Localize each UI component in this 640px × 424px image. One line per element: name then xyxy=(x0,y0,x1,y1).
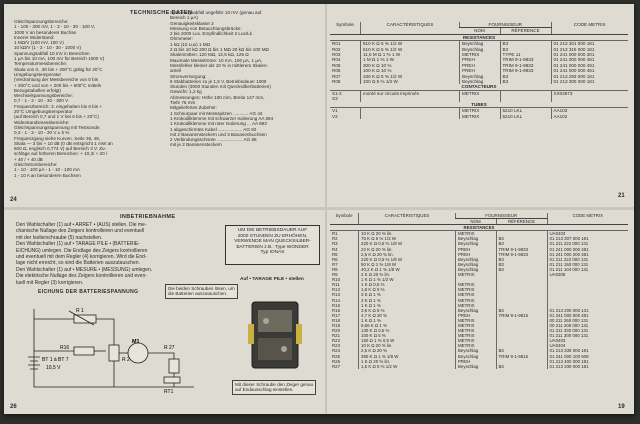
spec-line: 1 - 10 A an besonderen Buchsen xyxy=(14,172,81,178)
cell-code: 01 213 339 000 181 xyxy=(547,364,628,369)
cell-code: 01 213 293 000 181 xyxy=(551,74,628,79)
cell-ref: TRIM 9-1-9833 xyxy=(500,68,551,73)
cell-sym: R18 xyxy=(332,317,341,323)
cell-ref: B3 xyxy=(500,74,551,79)
circuit-label-r16: R16 xyxy=(60,345,70,351)
cell-nom: Beyschlag xyxy=(460,47,501,52)
spec-line: (Verdrahtung der Messbereiche von 0 bis xyxy=(14,77,99,83)
cell-sym: V2 xyxy=(332,113,338,119)
cell-ref: B3 xyxy=(496,262,547,267)
cell-code: 01 213 315 000 181 xyxy=(551,47,628,52)
cell-nom: Beyschlag xyxy=(456,348,497,353)
cell-code: 00 211 206 000 131 xyxy=(547,323,628,328)
spec-line: Spannungsabfall 10 mV in Bereichen xyxy=(14,50,90,56)
circuit-label-voltage: 10,5 V xyxy=(46,365,61,371)
cell-sym: R20 xyxy=(332,328,341,334)
spec-line: 1 Krokodilklemme mit schwarzer Isolierung AA 894 xyxy=(170,115,274,121)
note-line: 2000 STUNDEN ZU ERHÖHEN, xyxy=(237,233,308,239)
instruction-line: lage nicht erreicht, so sind die Batterien auszutauschen. xyxy=(16,260,140,267)
cell-ref: 5210 LKL xyxy=(500,108,551,114)
cell-car: 3,9 K Ω 5 % xyxy=(359,308,456,313)
cell-car: monté sur circuits imprimés xyxy=(361,90,460,96)
cell-sym: R02 xyxy=(332,46,341,52)
cell-ref: TRIM 9-1-9833 xyxy=(500,57,551,62)
cell-sym: R26 xyxy=(332,358,341,364)
photo-label: Auf • TARAGE PILE • stellen xyxy=(240,277,304,282)
cell-ref: B3 xyxy=(496,348,547,353)
cell-car: 1 K Ω 1 % 1/2 W xyxy=(359,277,456,282)
cell-sym: R15 xyxy=(332,302,341,308)
cell-sym: R17 xyxy=(332,312,341,318)
cell-sym: R24 xyxy=(332,348,341,354)
cell-nom: METRIX xyxy=(456,287,497,292)
col-nom: NOM xyxy=(456,219,497,225)
cell-code: UA0305 xyxy=(547,272,628,277)
spec-line: Frequenzbereich: 3, eingehalten bis 6 bis + xyxy=(14,103,102,109)
cell-nom: Beyschlag xyxy=(456,236,497,241)
cell-sym: R23 xyxy=(332,343,341,349)
cell-sym: V1 xyxy=(332,108,338,114)
cell-code: AA102 xyxy=(551,114,628,119)
spec-line: 1 - 10 - 100 μA - 1 - 10 - 100 mA xyxy=(14,167,80,173)
cell-nom: Beyschlag xyxy=(456,308,497,313)
cell-code: 01 211 300 000 131 xyxy=(547,333,628,338)
spec-line: Stunden (3000 Stunden mit Quecksilberbatterien) xyxy=(170,84,271,90)
spec-line: 6 Stabbatterien zu je 1,5 V, Betriebsdauer 1000 xyxy=(170,78,267,84)
cell-car: 1 K Ω 0,5 % xyxy=(359,282,456,287)
note-line: auf Endausschlag einstellen. xyxy=(235,387,294,393)
cell-sym: R9 xyxy=(332,272,338,278)
photo-note-adjust xyxy=(232,380,316,395)
cell-sym: R22 xyxy=(332,338,341,344)
spec-line: 0,7 - 1 - 3 - 10 - 30 - 300 V xyxy=(14,98,69,104)
parts-table-bottom xyxy=(330,213,628,369)
battery-calibration-subtitle: EICHUNG DER BATTERIESPANNUNG xyxy=(38,289,139,295)
cell-nom: PREH xyxy=(456,359,497,364)
circuit-label-r1: R 1 xyxy=(76,308,84,314)
cell-sym: R2 xyxy=(332,236,338,242)
cell-ref: 5210 LKL xyxy=(500,114,551,119)
instruction-line: EICHUNG) umlegen. Die Endlage des Zeigers kontrollieren xyxy=(16,247,148,254)
spec-line: Temperaturmessbereiche: xyxy=(14,61,68,67)
spec-line: Bezugstabellen erfolgt) xyxy=(14,87,61,93)
section-title: RESISTANCES xyxy=(330,34,628,40)
instruction-line: Den Wahlschalter (1) auf • MESURE • (MESSUNG) umlegen. xyxy=(16,266,153,273)
page-number-19: 19 xyxy=(618,404,625,410)
cell-car: 1,5 K Ω 5 % 1/2 W xyxy=(359,364,456,369)
cell-car: 22 K Ω 20 % lin. xyxy=(359,247,456,252)
cell-sym: R21 xyxy=(332,333,341,339)
spec-line: Frequenzgang siehe Kurven. Seite 36, 48, xyxy=(14,135,101,141)
cell-nom: METRIX xyxy=(460,114,501,119)
spec-line: 2 bis 2000 Lux. Empfindlichkeit 2 Lux/Lk xyxy=(170,31,252,37)
cell-code: 01 213 400 000 181 xyxy=(547,359,628,364)
note-line: die Batterien auszutauschen. xyxy=(168,291,228,297)
cell-car: 220 K Ω 0,5 % 1/8 W xyxy=(359,257,456,262)
spec-line: Gleichspannungsspannung mit Testsonde: xyxy=(14,124,101,130)
cell-nom: PREH xyxy=(456,247,497,252)
cell-code: 01 241 000 000 491 xyxy=(551,63,628,68)
photo-note-screws xyxy=(165,284,238,299)
cell-code: 01 241 000 000 461 xyxy=(551,68,628,73)
cell-sym: R27 xyxy=(332,363,341,369)
parts-table-top-panel xyxy=(330,22,628,198)
cell-car: 130 K Ω 0,5 % xyxy=(359,328,456,333)
col-reference: RÉFÉRENCE xyxy=(496,219,547,225)
cell-car: 1 K Ω 1 % xyxy=(359,303,456,308)
cell-nom: METRIX xyxy=(456,338,497,343)
cell-car: 330 K Ω 5 % 1/2 W xyxy=(361,74,460,79)
spec-line: Wechselspannungsbereiche: xyxy=(14,93,73,99)
cell-ref: TRIM 9-1-9833 xyxy=(500,63,551,68)
cell-car: 75 K Ω 5 % 1/2 W xyxy=(359,236,456,241)
cell-ref: B3 xyxy=(500,79,551,84)
cell-ref: B3 xyxy=(500,41,551,47)
cell-sym: S1-2 xyxy=(332,90,342,96)
cell-code: XX03673 xyxy=(551,90,628,96)
instruction-line: chanische Nullage des Zeigers kontrollieren und eventuell xyxy=(16,228,145,235)
fold-horizontal xyxy=(4,207,634,210)
spec-line: Skala — 3 bis + 10 dB (0 dB entspricht 1 mW an xyxy=(14,140,113,146)
cell-car: 100 K Ω 10 % xyxy=(361,68,460,73)
battery-circuit-diagram xyxy=(14,299,204,399)
cell-nom: METRIX xyxy=(456,272,497,277)
cell-car: 11,5 M Ω 1 % 1 W xyxy=(361,52,460,57)
cell-nom: PREH xyxy=(456,313,497,318)
circuit-label-bt: BT 1 à BT 7 xyxy=(42,357,69,363)
cell-sym: R5 xyxy=(332,251,338,257)
technical-data-panel xyxy=(10,8,322,204)
cell-code: UA0403 xyxy=(547,231,628,237)
technical-data-left-column xyxy=(14,19,164,178)
instruction-line: Den Wahlschalter (1) auf • ARRET • (AUS) stellen. Die me- xyxy=(16,222,147,228)
cell-nom: METRIX xyxy=(456,328,497,333)
spec-line: Tiefe 75 mm xyxy=(170,100,196,106)
spec-line: Ohmmeter: xyxy=(170,36,193,42)
note-line: Typ IONAS xyxy=(260,250,285,256)
cell-car: 3 K Ω 1 % xyxy=(359,292,456,297)
cell-car: 4,7 K Ω 20 % xyxy=(359,313,456,318)
cell-code: UA0403 xyxy=(547,338,628,343)
cell-sym: R1 xyxy=(332,231,338,237)
cell-car: 1 K Ω 20 % lin. xyxy=(359,359,456,364)
cell-nom: Beyschlag xyxy=(460,74,501,79)
col-code-metrix: CODE METRIX xyxy=(551,22,628,34)
note-line: BATTERIEN z.B.: Type WONDER xyxy=(236,244,309,250)
cell-code: 01 211 330 000 131 xyxy=(547,328,628,333)
cell-sym: R03 xyxy=(332,52,341,58)
section-title: RESISTANCES xyxy=(330,225,628,231)
cell-car: 1 K Ω 1 % xyxy=(359,318,456,323)
cell-sym: R19 xyxy=(332,322,341,328)
cell-code: 01 213 339 000 181 xyxy=(547,348,628,353)
cell-sym: R10 xyxy=(332,277,341,283)
cell-sym: R06 xyxy=(332,68,341,74)
cell-nom: METRIX xyxy=(456,333,497,338)
table-row xyxy=(330,41,628,47)
spec-line: + 40 / + 40 dB xyxy=(14,156,43,162)
cell-sym: R3 xyxy=(332,241,338,247)
spec-line: (auf Bereich 0,7 und 1 V bei 6 bis + 20°C) xyxy=(14,114,99,120)
cell-car: 150 Ω 1 % 0,5 W xyxy=(359,338,456,343)
spec-line: Umgebungstemperatur xyxy=(14,71,61,77)
spec-line: 1 - 100 - 300 mV, 1 - 3 - 10 - 30 - 100 V, xyxy=(14,24,95,30)
spec-line: + 200°C und von + 200 bis + 600°C mittels xyxy=(14,82,102,88)
cell-car: 50 K Ω 1 % 1/8 W xyxy=(359,262,456,267)
note-line: UM DIE BETRIEBSDAUER AUF xyxy=(237,228,308,233)
cell-code: 01 241 000 000 481 xyxy=(547,247,628,252)
spec-line: Stromversorgung: xyxy=(170,73,207,79)
cell-nom: Beyschlag xyxy=(456,241,497,246)
circuit-label-r27: R 27 xyxy=(164,345,175,351)
technical-data-right-column xyxy=(170,10,320,148)
cell-car: 610 K Ω 5 % 1/2 W xyxy=(361,47,460,52)
cell-sym: R8 xyxy=(332,266,338,272)
spec-line: 1 kΩ (10 Lux) 1 MΩ xyxy=(170,41,211,47)
cell-ref: B3 xyxy=(496,364,547,369)
spec-line: Innerer Widerstand: xyxy=(14,34,55,40)
circuit-label-rt1: RT1 xyxy=(164,389,174,395)
cell-nom: METRIX xyxy=(456,323,497,328)
cell-sym: R7 xyxy=(332,261,338,267)
page-number-24: 24 xyxy=(10,197,17,203)
instruction-line: Den Wahlschalter (1) auf • TARAGE PILE • (BATTERIE- xyxy=(16,241,140,248)
circuit-label-r2: R 2 xyxy=(122,357,130,363)
cell-nom: METRIX xyxy=(460,108,501,114)
cell-nom: Beyschlag xyxy=(456,267,497,272)
note-line: Mit dieser Schraube den Zeiger genau xyxy=(235,382,314,387)
cell-nom: PREH xyxy=(460,63,501,68)
cell-car: 100 Ω 5 % 1/2 W xyxy=(361,79,460,84)
spec-line: Abmessungen: Höhe 100 mm, Breite 147 mm, xyxy=(170,94,265,100)
cell-sym: R01 xyxy=(332,41,341,47)
cell-code: 00 211 260 000 131 xyxy=(547,318,628,323)
inbetriebnahme-text xyxy=(16,222,226,286)
spec-line: 1 Krokodilklemme mit roter Isolierung ... AA 893 xyxy=(170,121,267,127)
spec-line: Messfehler kleiner als 10 % in mittlerem Skalen- xyxy=(170,62,269,68)
cell-nom: METRIX xyxy=(456,318,497,323)
spec-line: 1 MΩ/V (100 mV, 100 V) xyxy=(14,40,64,46)
col-caracteristiques: CARACTÉRISTIQUES xyxy=(361,22,460,34)
cell-code: 01 211 222 000 131 xyxy=(547,257,628,262)
cell-code: 01 241 000 000 481 xyxy=(547,313,628,318)
spec-line: Maximale Messströme: 10 mA, 100 μA, 1 μA, xyxy=(170,57,263,63)
page-number-26: 26 xyxy=(10,404,17,410)
spec-line: 1 abgeschirmtes Kabel ................... AG 82 xyxy=(170,126,257,132)
cell-sym: R11 xyxy=(332,282,340,288)
col-fournisseur: FOURNISSEUR xyxy=(460,22,552,28)
spec-line: Mitgeliefertes Zubehör: xyxy=(170,105,217,111)
cell-ref: B3 xyxy=(496,241,547,246)
cell-car: 390 K Ω 1 % 1/8 W xyxy=(359,354,456,359)
col-fournisseur: FOURNISSEUR xyxy=(456,213,548,219)
col-code-metrix: CODE METRIX xyxy=(547,213,628,225)
parts-table-top xyxy=(330,22,628,119)
cell-nom: Beyschlag xyxy=(460,41,501,47)
spec-line: Genauigkeitsklasse 2 xyxy=(170,20,214,26)
spec-line: 1000 V an besonderer Buchse xyxy=(14,29,77,35)
cell-sym: R14 xyxy=(332,297,341,303)
cell-sym: R25 xyxy=(332,353,341,359)
cell-code: UA0404 xyxy=(547,343,628,348)
spec-line: 20°C Umgebungstemperatur xyxy=(14,109,73,115)
note-line: Die beiden Schrauben lösen, um xyxy=(168,286,235,291)
cell-car: 8,66 K Ω 1 % xyxy=(359,323,456,328)
cell-nom: METRIX xyxy=(456,231,497,237)
cell-code: 01 213 301 000 181 xyxy=(551,41,628,47)
spec-line: Messung von Betauchtungsbrücke: xyxy=(170,25,242,31)
spec-line: Skalenmitten: 120 MΩ, 12,5 kΩ, 125 Ω xyxy=(170,52,249,58)
cell-ref: TRIM 9-1-9815 xyxy=(496,354,547,359)
inbetriebnahme-title: INBETRIEBNAHME xyxy=(120,214,176,220)
spec-line: Gleichstrombereiche: xyxy=(14,162,58,168)
cell-ref: TRIM 9-1-9833 xyxy=(496,252,547,257)
spec-line: Gewicht: 1,2 kg xyxy=(170,89,202,95)
cell-code: 01 211 222 000 131 xyxy=(547,241,628,246)
inbetriebnahme-panel xyxy=(10,211,322,411)
col-symbole: Symbole xyxy=(330,22,361,34)
cell-sym: R07 xyxy=(332,73,341,79)
cell-car: 40,2 K Ω 1 % 1/8 W xyxy=(359,267,456,272)
cell-sym: R05 xyxy=(332,62,341,68)
spec-line: Skala von 0...30 bis + 200°C gültig für 20°C xyxy=(14,66,103,72)
cell-nom: METRIX xyxy=(460,52,501,57)
cell-car: 100 K Ω 5 % xyxy=(359,333,456,338)
parts-table-bottom-panel xyxy=(330,213,628,403)
spec-line: 1 Schnurpaar mit Messspitzen ............ AG 44 xyxy=(170,110,263,116)
col-symbole: Symbole xyxy=(330,213,359,225)
cell-sym: R12 xyxy=(332,287,341,293)
cell-car: 810 K Ω 5 % 1/2 W xyxy=(361,41,460,47)
cell-car xyxy=(361,114,460,119)
cell-nom: METRIX xyxy=(460,90,501,96)
technical-data-title: TECHNISCHE DATEN xyxy=(130,10,193,16)
cell-car: 2,5 K Ω 20 % lin. xyxy=(359,252,456,257)
cell-code: AA103 xyxy=(551,108,628,114)
page-number-21: 21 xyxy=(618,193,625,199)
cell-ref: TRIM 9-1-9833 xyxy=(496,247,547,252)
battery-module-photo xyxy=(246,294,306,380)
cell-code: 01 241 000 000 301 xyxy=(551,52,628,57)
cell-car: 300 K Ω 10 % xyxy=(361,63,460,68)
cell-car: 2 K Ω 20 % lin. xyxy=(359,272,456,277)
instruction-line: und eventuell mit dem Regler (4) korrigieren. Wird die End- xyxy=(16,254,147,261)
spec-line: 1 μA bis 10 mA, 100 mV für Bereich 1000 V) xyxy=(14,56,105,62)
cell-ref: B3 xyxy=(496,267,547,272)
cell-ref: B3 xyxy=(496,308,547,313)
cell-nom: METRIX xyxy=(456,298,497,303)
table-row xyxy=(330,364,628,369)
instruction-line: tuell mit Regler (3) korrigieren. xyxy=(16,279,84,286)
spec-line: mit je 2 Bananensteckern xyxy=(170,142,222,148)
cell-sym: R4 xyxy=(332,246,338,252)
spec-line: schläge auf höheren Bereichen: + 10,3/ + 20 / xyxy=(14,151,108,157)
instruction-line: mit der Isolierschraube (5) nachstellen. xyxy=(16,234,103,241)
cell-sym: R6 xyxy=(332,256,338,262)
cell-sym: R13 xyxy=(332,292,341,298)
cell-ref: B3 xyxy=(500,47,551,52)
cell-nom: METRIX xyxy=(456,343,497,348)
cell-code: 01 211 104 000 131 xyxy=(547,267,628,272)
cell-nom: Beyschlag xyxy=(456,364,497,369)
cell-sym: S3 xyxy=(332,96,338,102)
spec-line: Spannungsabfall ungefähr 10 mV (genau auf xyxy=(170,10,262,15)
spec-line: Widerstandsmessbereiche: xyxy=(14,119,70,125)
cell-nom: Beyschlag xyxy=(456,262,497,267)
cell-code: 01 213 300 000 181 xyxy=(551,79,628,84)
cell-ref: B3 xyxy=(496,257,547,262)
cell-ref: TRIM 9-1-9815 xyxy=(496,313,547,318)
col-nom: NOM xyxy=(460,28,501,34)
spec-line: mit 2 Bananensteckern und 3 Bananenbuchsen xyxy=(170,131,267,137)
note-line: VERWENDE MAN QUECKSILBER- xyxy=(234,239,311,245)
mercury-battery-note xyxy=(225,225,320,265)
cell-sym: R16 xyxy=(332,307,341,313)
cell-nom: Beyschlag xyxy=(456,354,497,359)
cell-nom: METRIX xyxy=(456,303,497,308)
manual-spread xyxy=(4,4,634,414)
spec-line: Bereich 1 μA) xyxy=(170,15,198,21)
spec-line: 2 Verbindungsschnüre .................... AG 68 xyxy=(170,137,257,143)
cell-nom: PREH xyxy=(456,252,497,257)
cell-code: 01 241 000 000 481 xyxy=(551,57,628,62)
cell-nom: Beyschlag xyxy=(456,257,497,262)
cell-code: 01 213 307 000 181 xyxy=(547,236,628,241)
cell-code: 01 241 000 100 508 xyxy=(547,354,628,359)
cell-code: 01 241 000 200 481 xyxy=(547,252,628,257)
circuit-label-m1: M1 xyxy=(132,339,140,345)
cell-code: 01 211 150 000 131 xyxy=(547,262,628,267)
table-row xyxy=(330,114,628,119)
cell-car: 1 M Ω 1 % 1 W xyxy=(361,57,460,62)
cell-car: 1,8 K Ω 5 % xyxy=(359,287,456,292)
spec-line: Gleichspannungsbereiche: xyxy=(14,19,69,24)
cell-nom: PREH xyxy=(460,57,501,62)
cell-ref: TYPE 11 xyxy=(500,52,551,57)
cell-nom: PREH xyxy=(460,68,501,73)
spec-line: 2 Ω bis 10 kΩ 200 Ω bis 1 MΩ 20 kΩ bis 100 MΩ xyxy=(170,47,269,53)
spec-line: 0,3 - 1 - 3 - 10 - 30 V ± 5 % xyxy=(14,130,70,136)
cell-car: 10 K Ω 20 % lin. xyxy=(359,231,456,237)
cell-nom: METRIX xyxy=(456,282,497,287)
section-title: TUBES xyxy=(330,102,628,108)
spec-line: 10 kΩ/V (1 - 3 - 10 - 30 - 1000 V) xyxy=(14,45,82,51)
cell-code: 01 213 200 000 131 xyxy=(547,308,628,313)
cell-sym: R08 xyxy=(332,79,341,85)
col-caracteristiques: CARACTÉRISTIQUES xyxy=(359,213,456,225)
cell-nom: METRIX xyxy=(456,292,497,297)
cell-nom: Beyschlag xyxy=(460,79,501,84)
cell-car: 2,5 K Ω 20 % xyxy=(359,348,456,353)
cell-car: 10 K Ω 20 % lin. xyxy=(359,343,456,348)
instruction-line: Die elektrische Nullage des Zeigers kontrollieren und even- xyxy=(16,273,147,280)
spec-line: anteil xyxy=(170,68,181,74)
cell-sym: R04 xyxy=(332,57,341,63)
col-reference: RÉFÉRENCE xyxy=(500,28,551,34)
cell-ref: B3 xyxy=(496,236,547,241)
spec-line: 600 Ω, englisch 0,774 V) auf Bereich 3 V. Zu- xyxy=(14,146,107,152)
cell-car: 220 K Ω 0,5 % 1/8 W xyxy=(359,241,456,246)
cell-car: 3 K Ω 1 % xyxy=(359,298,456,303)
section-title: CONTACTEURS xyxy=(330,84,628,90)
